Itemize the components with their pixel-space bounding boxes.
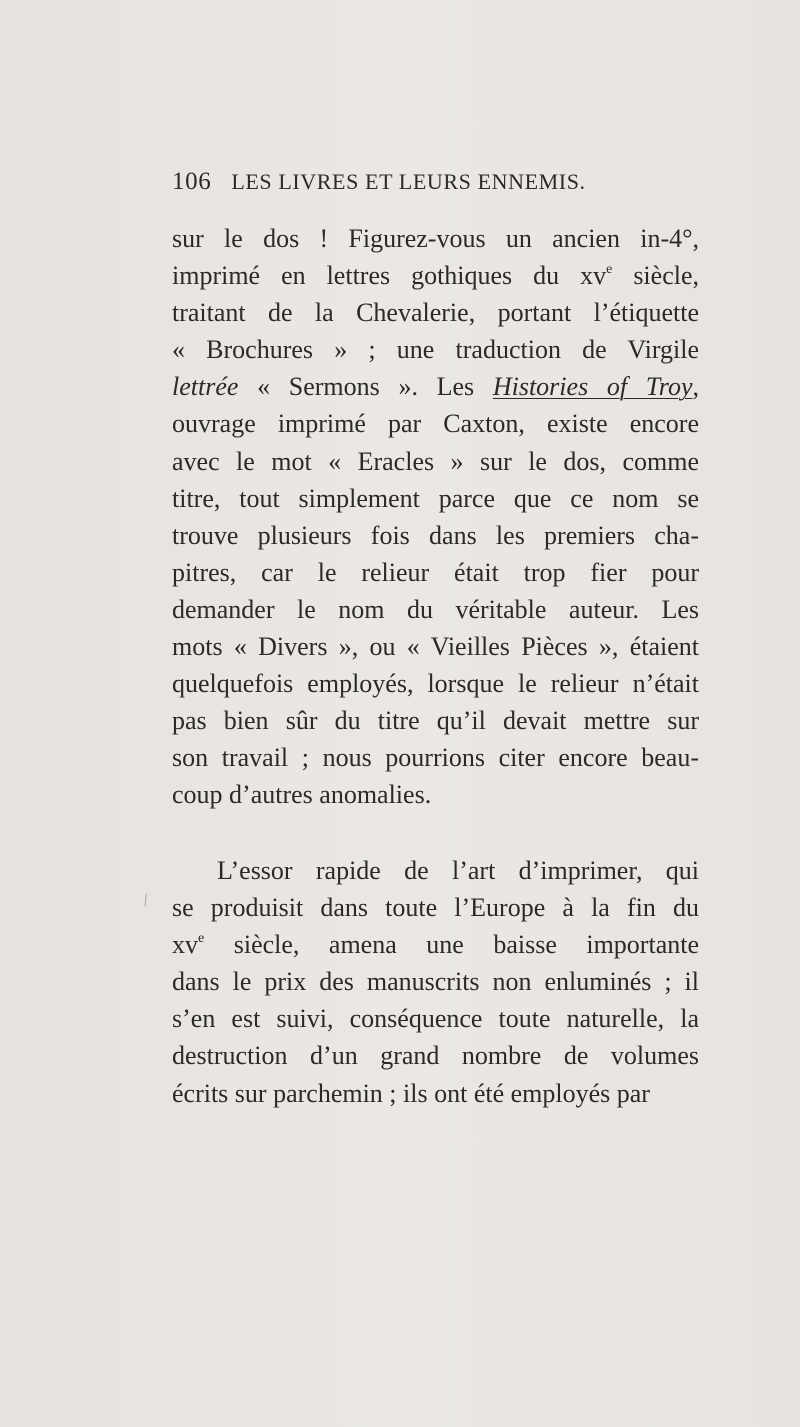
text-line xyxy=(172,294,699,331)
text-segment: quelquefois employés, lorsque le relieur n’était xyxy=(172,669,699,699)
text-segment: imprimé en lettres gothiques du xv xyxy=(172,261,607,291)
text-line xyxy=(172,963,699,1000)
text-line xyxy=(172,926,699,963)
text-segment: titre, tout simplement parce que ce nom se xyxy=(172,483,699,513)
text-line xyxy=(172,331,699,368)
text-segment: Histories of Troy xyxy=(492,372,693,402)
text-segment: siècle, xyxy=(612,261,700,291)
text-line xyxy=(172,257,699,294)
text-segment: traitant de la Chevalerie, portant l’étiquette xyxy=(172,298,699,328)
paragraph-continued xyxy=(172,220,699,814)
text-line xyxy=(172,739,699,776)
running-header xyxy=(172,168,696,196)
text-line xyxy=(172,220,699,257)
text-segment: lettrée xyxy=(172,372,239,402)
text-segment: s’en est suivi, conséquence toute naturelle, la xyxy=(172,1004,699,1034)
text-segment: « Brochures » ; une traduction de Virgile xyxy=(172,335,699,365)
text-line xyxy=(172,1000,699,1037)
text-segment: « Sermons ». Les xyxy=(238,372,493,402)
text-segment: xv xyxy=(172,930,198,960)
paragraph-printing xyxy=(172,852,699,1112)
text-line xyxy=(172,591,699,628)
superscript: e xyxy=(606,262,613,278)
text-segment: sur le dos ! Figurez-vous un ancien in-4°, xyxy=(172,224,699,253)
text-line xyxy=(172,405,699,442)
text-line xyxy=(172,1037,699,1074)
text-segment: écrits sur parchemin ; ils ont été employés par xyxy=(172,1078,650,1108)
text-line xyxy=(172,443,699,480)
text-line xyxy=(172,628,699,665)
text-line xyxy=(172,702,699,739)
text-line xyxy=(172,1075,699,1112)
text-segment: son travail ; nous pourrions citer encore beau- xyxy=(172,743,699,773)
text-line xyxy=(172,776,699,813)
text-line xyxy=(172,852,699,889)
text-segment: siècle, amena une baisse importante xyxy=(204,930,699,960)
text-line xyxy=(172,517,699,554)
text-line xyxy=(172,889,699,926)
text-line xyxy=(172,368,699,405)
text-segment: coup d’autres anomalies. xyxy=(172,780,432,810)
text-segment: L’essor rapide de l’art d’imprimer, qui xyxy=(217,856,699,885)
text-segment: dans le prix des manuscrits non enluminés ; il xyxy=(172,967,699,997)
text-line xyxy=(172,665,699,702)
text-segment: avec le mot « Eracles » sur le dos, comme xyxy=(172,446,699,476)
text-segment: , xyxy=(692,372,699,402)
text-segment: pitres, car le relieur était trop fier pour xyxy=(172,557,699,587)
text-segment: trouve plusieurs fois dans les premiers cha- xyxy=(172,520,699,550)
text-line xyxy=(172,554,699,591)
running-title: LES LIVRES ET LEURS ENNEMIS. xyxy=(231,169,586,194)
text-segment: ouvrage imprimé par Caxton, existe encore xyxy=(172,409,699,439)
text-segment: destruction d’un grand nombre de volumes xyxy=(172,1041,699,1071)
text-segment: mots « Divers », ou « Vieilles Pièces », étaient xyxy=(172,632,699,662)
text-segment: pas bien sûr du titre qu’il devait mettre sur xyxy=(172,706,699,736)
text-segment: se produisit dans toute l’Europe à la fin du xyxy=(172,893,699,923)
page-number: 106 xyxy=(172,168,212,195)
text-line xyxy=(172,480,699,517)
margin-pencil-mark: ⁄ xyxy=(140,892,152,909)
superscript: e xyxy=(198,931,205,947)
text-segment: demander le nom du véritable auteur. Les xyxy=(172,594,699,624)
